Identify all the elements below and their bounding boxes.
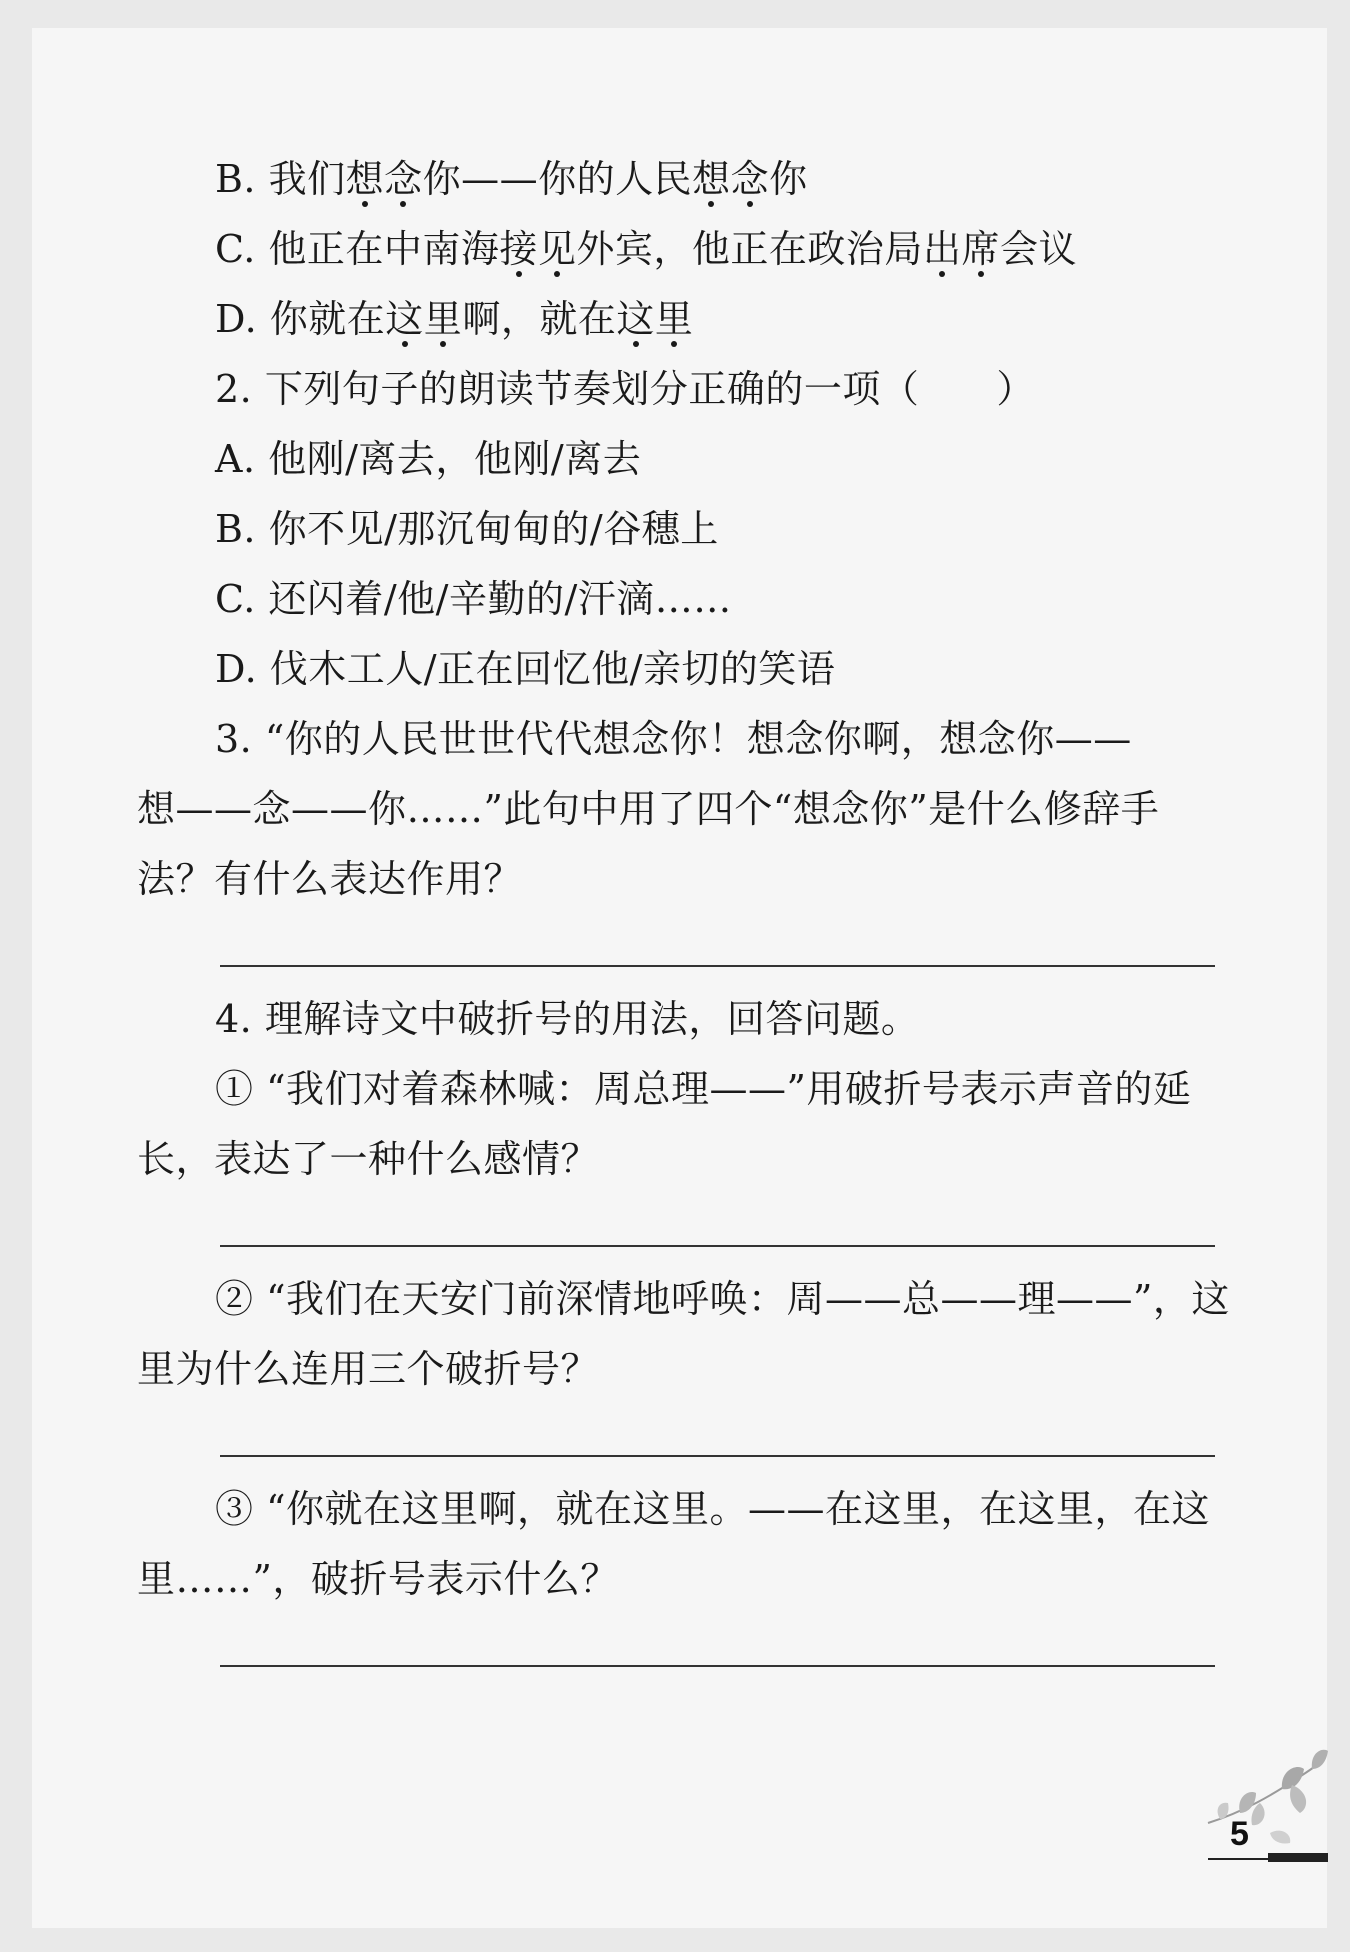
emphasis-text xyxy=(616,297,693,341)
q2-option-c: C. 还闪着/他/辛勤的/汗滴…… xyxy=(215,577,732,621)
emphasis-text xyxy=(499,227,576,271)
page-number-rule xyxy=(1208,1858,1268,1860)
q1-option-b: B. 我们想念你——你的人民想念你 xyxy=(215,157,808,201)
q2-option-a: A. 他刚/离去，他刚/离去 xyxy=(215,437,642,481)
emphasis-char: 想 xyxy=(345,157,385,201)
q2-option-d: D. 伐木工人/正在回忆他/亲切的笑语 xyxy=(215,647,836,691)
q3-line-1: 3. “你的人民世世代代想念你！想念你啊，想念你—— xyxy=(215,717,1132,761)
emphasis-char: 里 xyxy=(423,297,463,341)
q4-sub2-line-1: ② “我们在天安门前深情地呼唤：周——总——理——”，这 xyxy=(215,1277,1230,1321)
emphasis-text xyxy=(346,157,423,201)
emphasis-char: 席 xyxy=(961,227,1000,271)
emphasis-char: 这 xyxy=(616,297,655,341)
emphasis-text xyxy=(923,227,1000,271)
q1-option-d: D. 你就在这里啊，就在这里 xyxy=(215,297,694,341)
q4-stem: 4. 理解诗文中破折号的用法，回答问题。 xyxy=(215,997,920,1041)
emphasis-char: 接 xyxy=(499,227,538,271)
q4-sub1-line-1: ① “我们对着森林喊：周总理——”用破折号表示声音的延 xyxy=(215,1067,1192,1111)
q4-sub2-line-2: 里为什么连用三个破折号？ xyxy=(137,1347,600,1391)
emphasis-char: 念 xyxy=(384,157,423,201)
page-number-bar xyxy=(1268,1853,1328,1862)
emphasis-text xyxy=(692,157,769,201)
emphasis-char: 想 xyxy=(692,157,731,201)
q2-stem: 2. 下列句子的朗读节奏划分正确的一项（ ） xyxy=(215,367,1035,411)
emphasis-text xyxy=(385,297,462,341)
answer-line-q4-3[interactable] xyxy=(220,1665,1215,1667)
q4-sub1-line-2: 长，表达了一种什么感情？ xyxy=(137,1137,600,1181)
emphasis-char: 出 xyxy=(922,227,962,271)
q1-option-c: C. 他正在中南海接见外宾，他正在政治局出席会议 xyxy=(215,227,1077,271)
q2-option-b: B. 你不见/那沉甸甸的/谷穗上 xyxy=(215,507,719,551)
emphasis-char: 这 xyxy=(385,297,424,341)
answer-line-q4-2[interactable] xyxy=(220,1455,1215,1457)
q4-sub3-line-2: 里……”，破折号表示什么？ xyxy=(137,1557,619,1601)
emphasis-char: 念 xyxy=(730,157,770,201)
emphasis-char: 里 xyxy=(654,297,694,341)
leaf-branch-icon xyxy=(1200,1743,1330,1857)
q3-line-3: 法？有什么表达作用？ xyxy=(137,857,523,901)
emphasis-char: 见 xyxy=(537,227,577,271)
answer-line-q4-1[interactable] xyxy=(220,1245,1215,1247)
q3-line-2: 想——念——你……”此句中用了四个“想念你”是什么修辞手 xyxy=(137,787,1160,831)
page-number: 5 xyxy=(1230,1815,1249,1853)
answer-line-q3[interactable] xyxy=(220,965,1215,967)
q4-sub3-line-1: ③ “你就在这里啊，就在这里。——在这里，在这里，在这 xyxy=(215,1487,1211,1531)
